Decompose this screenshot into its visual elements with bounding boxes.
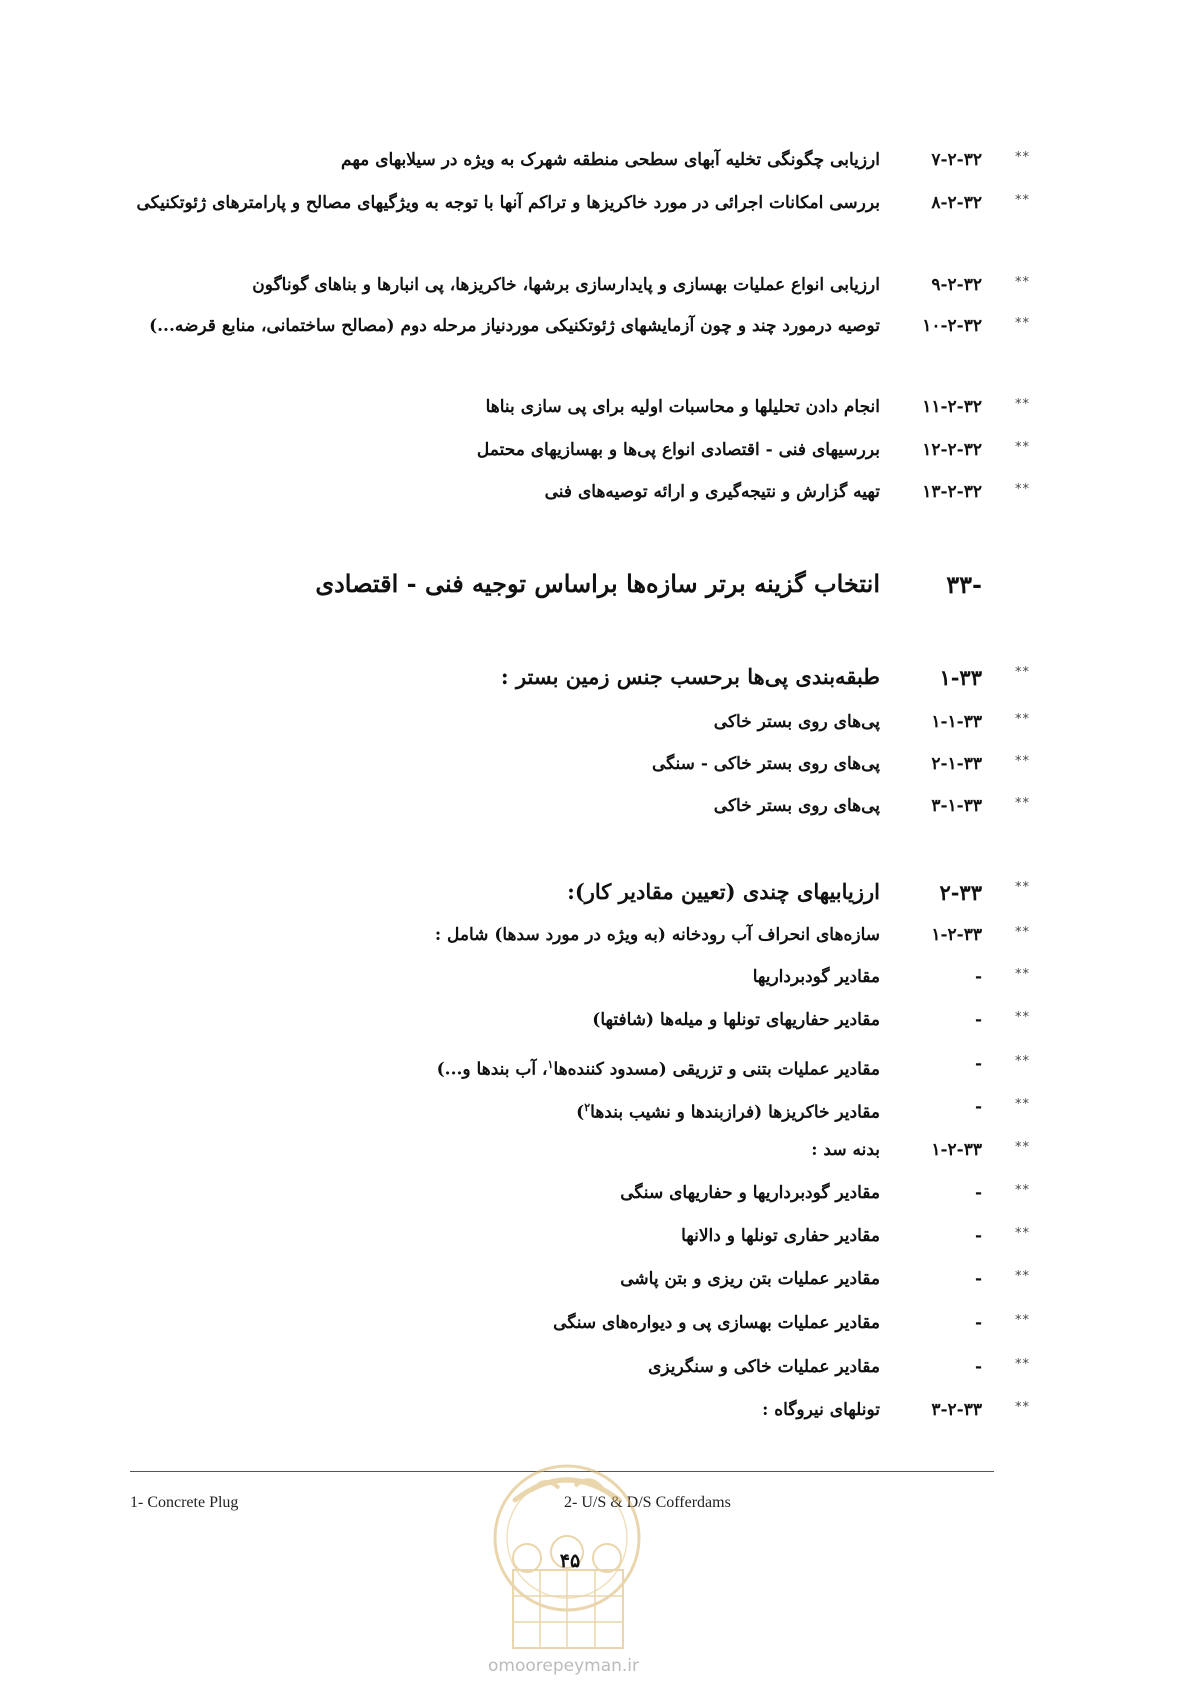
subsection-title: طبقه‌بندی پی‌ها برحسب جنس زمین بستر : bbox=[500, 664, 880, 689]
item-number: ۱-۲-۳۳ bbox=[931, 1140, 982, 1160]
item-text-main: مقادیر عملیات بتنی و تزریقی (مسدود کننده‌ها bbox=[553, 1059, 880, 1080]
bullet-mark: ** bbox=[1015, 397, 1030, 412]
item-number: ۱۲-۲-۳۲ bbox=[922, 440, 982, 460]
item-text-main: مقادیر خاکریزها (فرازبندها و نشیب بندها bbox=[590, 1102, 880, 1123]
item-number: ۱-۱-۳۳ bbox=[931, 712, 982, 732]
item-text: مقادیر عملیات بتن ریزی و بتن پاشی bbox=[620, 1269, 880, 1289]
item-text: مقادیر حفاریهای تونلها و میله‌ها (شافتها) bbox=[592, 1010, 880, 1030]
bullet-mark: ** bbox=[1015, 967, 1030, 982]
bullet-mark: ** bbox=[1015, 712, 1030, 727]
item-text-tail: ) bbox=[576, 1102, 585, 1123]
dash: - bbox=[974, 1313, 982, 1333]
bullet-mark: ** bbox=[1015, 275, 1030, 290]
item-text: پی‌های روی بستر خاکی bbox=[713, 796, 880, 816]
bullet-mark: ** bbox=[1015, 1097, 1030, 1112]
item-text bbox=[130, 1045, 880, 1090]
bullet-mark: ** bbox=[1015, 316, 1030, 331]
item-text: پی‌های روی بستر خاکی - سنگی bbox=[651, 754, 880, 774]
item-text: بررسیهای فنی - اقتصادی انواع پی‌ها و بهسازیهای محتمل bbox=[476, 440, 880, 460]
section-title: انتخاب گزینه برتر سازه‌ها براساس توجیه فنی - اقتصادی bbox=[315, 569, 880, 598]
footnote-2: 2- U/S & D/S Cofferdams bbox=[564, 1494, 731, 1511]
item-text: ارزیابی چگونگی تخلیه آبهای سطحی منطقه شهرک به ویژه در سیلابهای مهم bbox=[341, 150, 880, 170]
page-number: ۴۵ bbox=[559, 1550, 581, 1572]
item-text: مقادیر عملیات خاکی و سنگریزی bbox=[648, 1357, 880, 1377]
item-text: بررسی امکانات اجرائی در مورد خاکریزها و تراکم آنها با توجه به ویژگیهای مصالح و پارامترهای ژئوتکنیکی bbox=[136, 193, 880, 213]
bullet-mark: ** bbox=[1015, 1400, 1030, 1415]
bullet-mark: ** bbox=[1015, 1313, 1030, 1328]
bullet-mark: ** bbox=[1015, 796, 1030, 811]
item-number: ۱-۲-۳۳ bbox=[931, 925, 982, 945]
bullet-mark: ** bbox=[1015, 193, 1030, 208]
dash: - bbox=[974, 1269, 982, 1289]
item-text bbox=[130, 1088, 880, 1133]
dash: - bbox=[974, 1097, 982, 1117]
bullet-mark: ** bbox=[1015, 1357, 1030, 1372]
bullet-mark: ** bbox=[1015, 1140, 1030, 1155]
item-text: بدنه سد : bbox=[811, 1140, 880, 1160]
item-text: مقادیر عملیات بهسازی پی و دیواره‌های سنگی bbox=[553, 1313, 880, 1333]
item-number: ۸-۲-۳۲ bbox=[931, 193, 982, 213]
dash: - bbox=[974, 1357, 982, 1377]
item-text: سازه‌های انحراف آب رودخانه (به ویژه در مورد سدها) شامل : bbox=[434, 925, 880, 945]
item-text: انجام دادن تحلیلها و محاسبات اولیه برای پی سازی بناها bbox=[485, 397, 880, 417]
subsection-title: ارزیابیهای چندی (تعیین مقادیر کار): bbox=[567, 879, 880, 904]
bullet-mark: ** bbox=[1015, 925, 1030, 940]
bullet-mark: ** bbox=[1015, 150, 1030, 165]
dash: - bbox=[974, 967, 982, 987]
subsection-number: ۲-۳۳ bbox=[939, 880, 982, 905]
watermark-site: omoorepeyman.ir bbox=[488, 1656, 640, 1676]
item-number: ۲-۱-۳۳ bbox=[931, 754, 982, 774]
item-number: ۱۰-۲-۳۲ bbox=[922, 316, 982, 336]
footnote-1: 1- Concrete Plug bbox=[130, 1494, 239, 1511]
subsection-number: ۱-۳۳ bbox=[939, 665, 982, 690]
bullet-mark: ** bbox=[1015, 1010, 1030, 1025]
item-text-tail: ، آب بندها و...) bbox=[436, 1059, 548, 1080]
bullet-mark: ** bbox=[1015, 1269, 1030, 1284]
item-number: ۹-۲-۳۲ bbox=[931, 275, 982, 295]
bullet-mark: ** bbox=[1015, 665, 1030, 680]
footnote-ref: ۱ bbox=[547, 1058, 554, 1071]
item-text: ارزیابی انواع عملیات بهسازی و پایدارسازی برشها، خاکریزها، پی انبارها و بناهای گوناگون bbox=[252, 275, 880, 295]
item-text: مقادیر گودبرداریها و حفاریهای سنگی bbox=[620, 1183, 880, 1203]
bullet-mark: ** bbox=[1015, 482, 1030, 497]
item-number: ۱۱-۲-۳۲ bbox=[922, 397, 982, 417]
item-text: پی‌های روی بستر خاکی bbox=[713, 712, 880, 732]
dash: - bbox=[974, 1010, 982, 1030]
footnote-ref: ۲ bbox=[584, 1101, 591, 1114]
item-number: ۳-۲-۳۳ bbox=[931, 1400, 982, 1420]
dash: - bbox=[974, 1183, 982, 1203]
dash: - bbox=[974, 1054, 982, 1074]
item-text: تونلهای نیروگاه : bbox=[762, 1400, 880, 1420]
bullet-mark: ** bbox=[1015, 1183, 1030, 1198]
item-text: مقادیر گودبرداریها bbox=[752, 967, 880, 987]
item-number: ۳-۱-۳۳ bbox=[931, 796, 982, 816]
dash: - bbox=[974, 1226, 982, 1246]
bullet-mark: ** bbox=[1015, 880, 1030, 895]
bullet-mark: ** bbox=[1015, 1054, 1030, 1069]
item-text: تهیه گزارش و نتیجه‌گیری و ارائه توصیه‌های فنی bbox=[544, 482, 880, 502]
bullet-mark: ** bbox=[1015, 1226, 1030, 1241]
item-text: توصیه درمورد چند و چون آزمایشهای ژئوتکنیکی موردنیاز مرحله دوم (مصالح ساختمانی، منابع قرضه...) bbox=[149, 316, 880, 336]
item-text: مقادیر حفاری تونلها و دالانها bbox=[681, 1226, 880, 1246]
item-number: ۷-۲-۳۲ bbox=[931, 150, 982, 170]
section-number: -۳۳ bbox=[946, 570, 982, 599]
item-number: ۱۳-۲-۳۲ bbox=[922, 482, 982, 502]
bullet-mark: ** bbox=[1015, 440, 1030, 455]
bullet-mark: ** bbox=[1015, 754, 1030, 769]
